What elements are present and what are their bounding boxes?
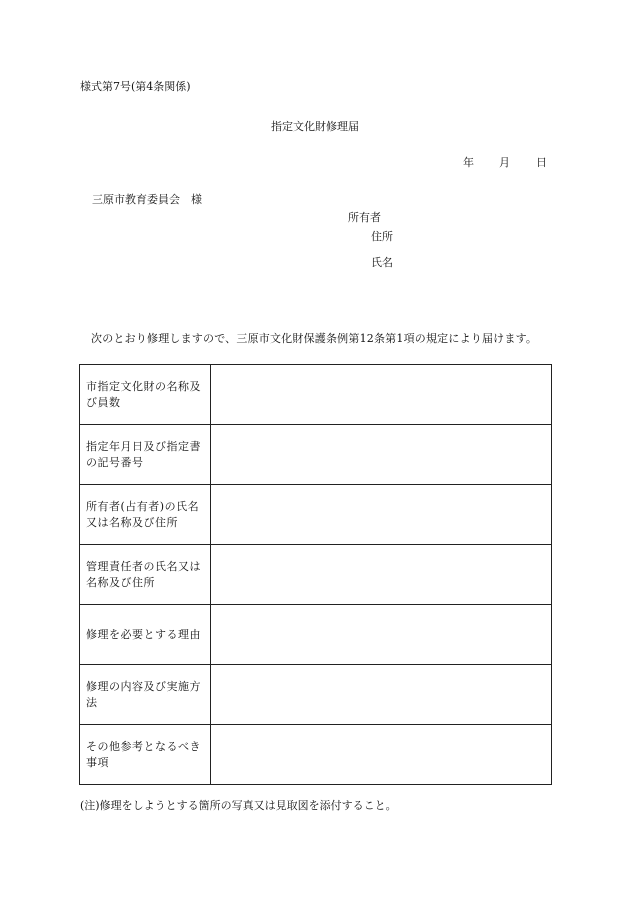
table-row — [80, 545, 552, 605]
owner-address-label: 住所 — [371, 230, 393, 243]
body-text: 次のとおり修理しますので、三原市文化財保護条例第12条第1項の規定により届けます。 — [91, 332, 538, 345]
row-value-designation-date[interactable] — [211, 425, 552, 485]
row-value-cultural-property-name[interactable] — [211, 365, 552, 425]
date-day-label: 日 — [536, 156, 547, 169]
table-row — [80, 665, 552, 725]
row-label-repair-reason: 修理を必要とする理由 — [80, 605, 211, 665]
footnote: (注)修理をしようとする箇所の写真又は見取図を添付すること。 — [80, 799, 397, 812]
owner-label: 所有者 — [348, 211, 381, 224]
table-row — [80, 605, 552, 665]
date-year-label: 年 — [463, 156, 474, 169]
table-row — [80, 425, 552, 485]
row-label-other-notes: その他参考となるべき事項 — [80, 725, 211, 785]
row-value-repair-method[interactable] — [211, 665, 552, 725]
row-label-cultural-property-name: 市指定文化財の名称及び員数 — [80, 365, 211, 425]
row-value-owner-info[interactable] — [211, 485, 552, 545]
row-value-manager-info[interactable] — [211, 545, 552, 605]
row-value-other-notes[interactable] — [211, 725, 552, 785]
date-month-label: 月 — [499, 156, 510, 169]
row-value-repair-reason[interactable] — [211, 605, 552, 665]
addressee: 三原市教育委員会 様 — [92, 193, 202, 206]
row-label-manager-info: 管理責任者の氏名又は名称及び住所 — [80, 545, 211, 605]
table-row — [80, 365, 552, 425]
form-number: 様式第7号(第4条関係) — [80, 80, 191, 93]
row-label-owner-info: 所有者(占有者)の氏名又は名称及び住所 — [80, 485, 211, 545]
info-table — [79, 364, 552, 785]
row-label-repair-method: 修理の内容及び実施方法 — [80, 665, 211, 725]
document-title: 指定文化財修理届 — [271, 120, 359, 133]
table-row — [80, 725, 552, 785]
row-label-designation-date: 指定年月日及び指定書の記号番号 — [80, 425, 211, 485]
table-row — [80, 485, 552, 545]
owner-name-label: 氏名 — [371, 256, 393, 269]
